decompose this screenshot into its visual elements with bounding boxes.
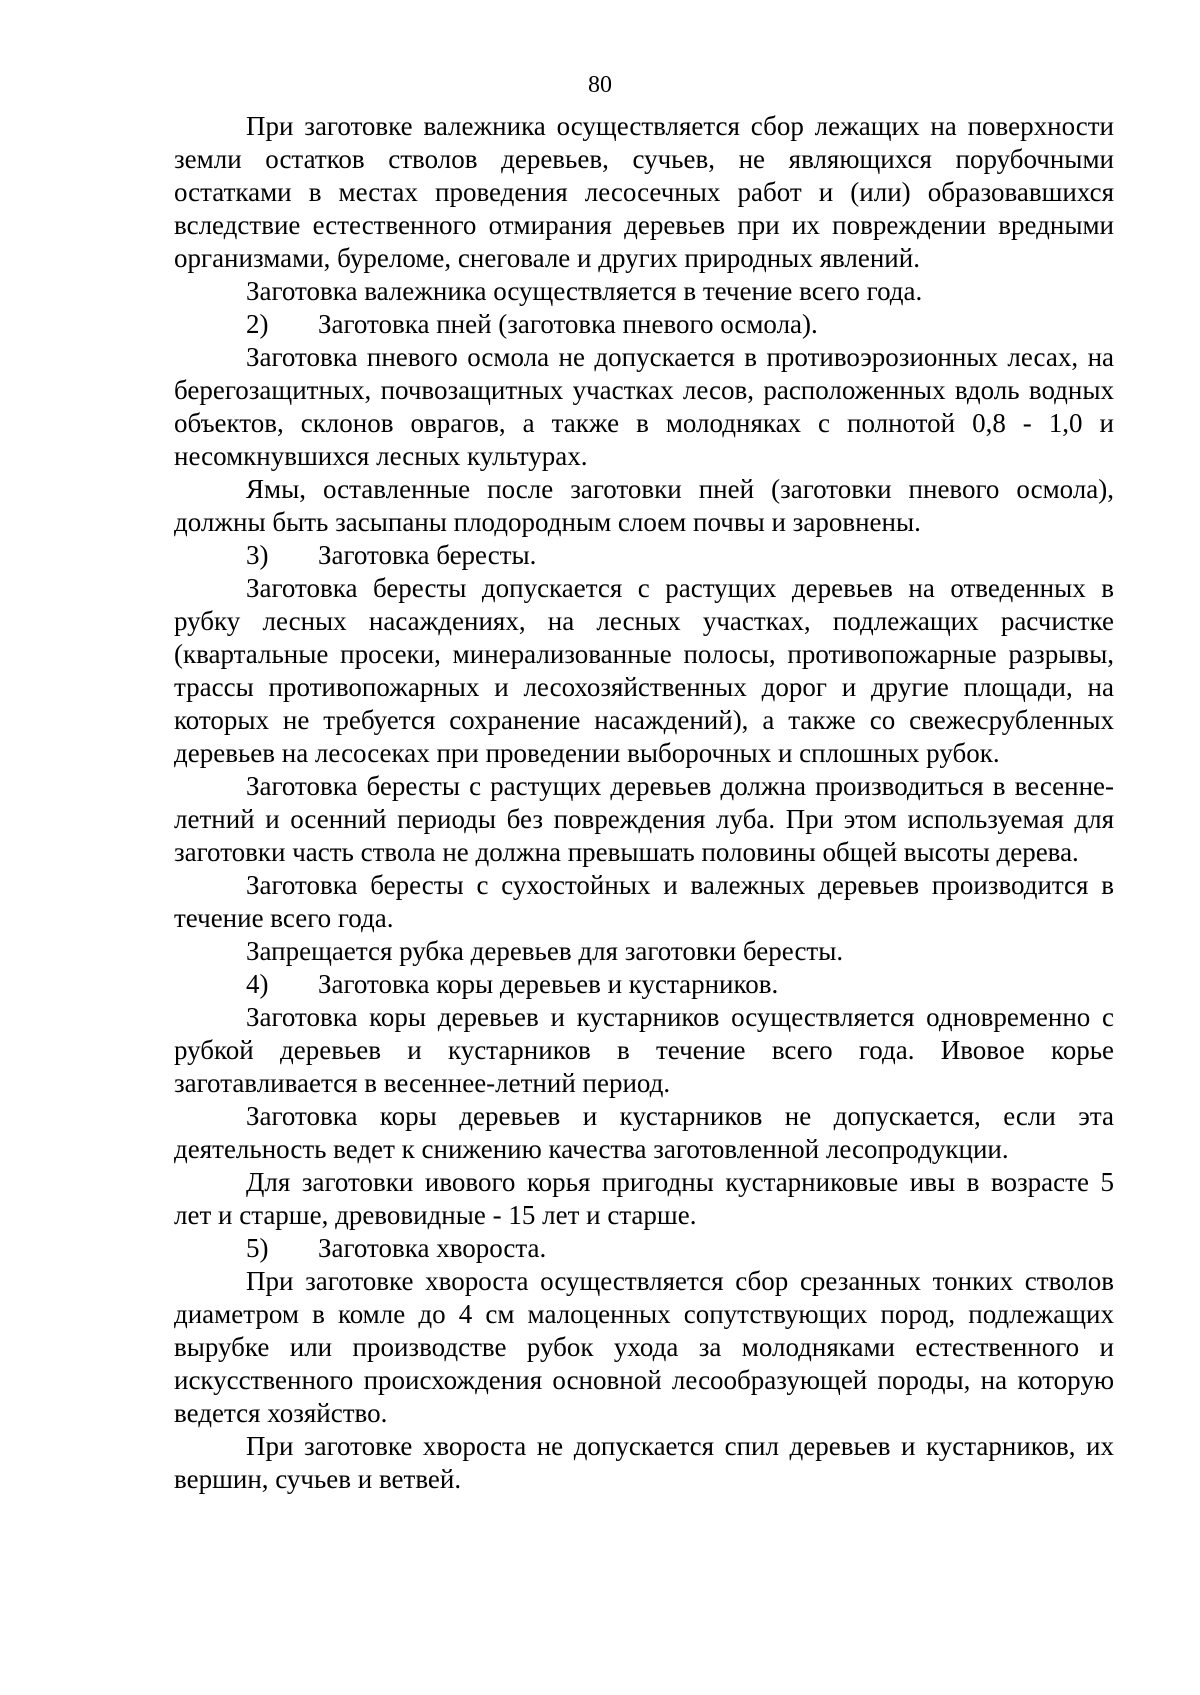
paragraph: Заготовка валежника осуществляется в течение всего года.: [246, 276, 923, 306]
paragraph: При заготовке хвороста осуществляется сбор срезанных тонких стволов диаметром в комле до 4 см малоценных сопутствующих пород, подлежащих вырубке или производстве рубок ухода за молодняками естественного и искусственного происхождения основной лесообразующей породы, на которую ведется хозяйство.: [174, 1266, 1114, 1428]
list-item-number: 5): [246, 1233, 269, 1263]
paragraph: Заготовка бересты с сухостойных и валежных деревьев производится в течение всего года.: [174, 870, 1114, 933]
list-item-number: 4): [246, 969, 269, 999]
list-item: [174, 308, 1114, 341]
list-item-text: Заготовка бересты.: [318, 540, 537, 570]
paragraph: При заготовке хвороста не допускается спил деревьев и кустарников, их вершин, сучьев и ветвей.: [174, 1431, 1114, 1494]
page-number: 80: [588, 72, 612, 98]
list-item-number: 3): [246, 540, 269, 570]
list-item-text: Заготовка пней (заготовка пневого осмола).: [318, 309, 818, 339]
list-item-text: Заготовка хвороста.: [318, 1233, 547, 1263]
list-item-text: Заготовка коры деревьев и кустарников.: [318, 969, 779, 999]
list-item: [174, 539, 1114, 572]
paragraph: Заготовка бересты допускается с растущих деревьев на отведенных в рубку лесных насаждениях, на лесных участках, подлежащих расчистке (квартальные просеки, минерализованные полосы, противопожарные разрывы, трассы противопожарных и лесохозяйственных дорог и другие площади, на которых не требуется сохранение насаждений), а также со свежесрубленных деревьев на лесосеках при проведении выборочных и сплошных рубок.: [174, 573, 1114, 768]
paragraph: Заготовка бересты с растущих деревьев должна производиться в весенне-летний и осенний периоды без повреждения луба. При этом используемая для заготовки часть ствола не должна превышать половины общей высоты дерева.: [174, 771, 1114, 867]
paragraph: Запрещается рубка деревьев для заготовки бересты.: [246, 936, 844, 966]
paragraph: Заготовка коры деревьев и кустарников осуществляется одновременно с рубкой деревьев и кустарников в течение всего года. Ивовое корье заготавливается в весеннее-летний период.: [174, 1002, 1114, 1098]
paragraph: Заготовка коры деревьев и кустарников не допускается, если эта деятельность ведет к снижению качества заготовленной лесопродукции.: [174, 1101, 1114, 1164]
page-body: [174, 110, 1114, 1496]
paragraph: Заготовка пневого осмола не допускается в противоэрозионных лесах, на берегозащитных, почвозащитных участках лесов, расположенных вдоль водных объектов, склонов оврагов, а также в молодняках с полнотой 0,8 - 1,0 и несомкнувшихся лесных культурах.: [174, 342, 1114, 471]
list-item: [174, 1232, 1114, 1265]
paragraph: Ямы, оставленные после заготовки пней (заготовки пневого осмола), должны быть засыпаны плодородным слоем почвы и заровнены.: [174, 474, 1114, 537]
list-item-number: 2): [246, 309, 269, 339]
paragraph: Для заготовки ивового корья пригодны кустарниковые ивы в возрасте 5 лет и старше, древовидные - 15 лет и старше.: [174, 1167, 1114, 1230]
paragraph: При заготовке валежника осуществляется сбор лежащих на поверхности земли остатков стволов деревьев, сучьев, не являющихся порубочными остатками в местах проведения лесосечных работ и (или) образовавшихся вследствие естественного отмирания деревьев при их повреждении вредными организмами, буреломе, снеговале и других природных явлений.: [174, 111, 1114, 273]
list-item: [174, 968, 1114, 1001]
